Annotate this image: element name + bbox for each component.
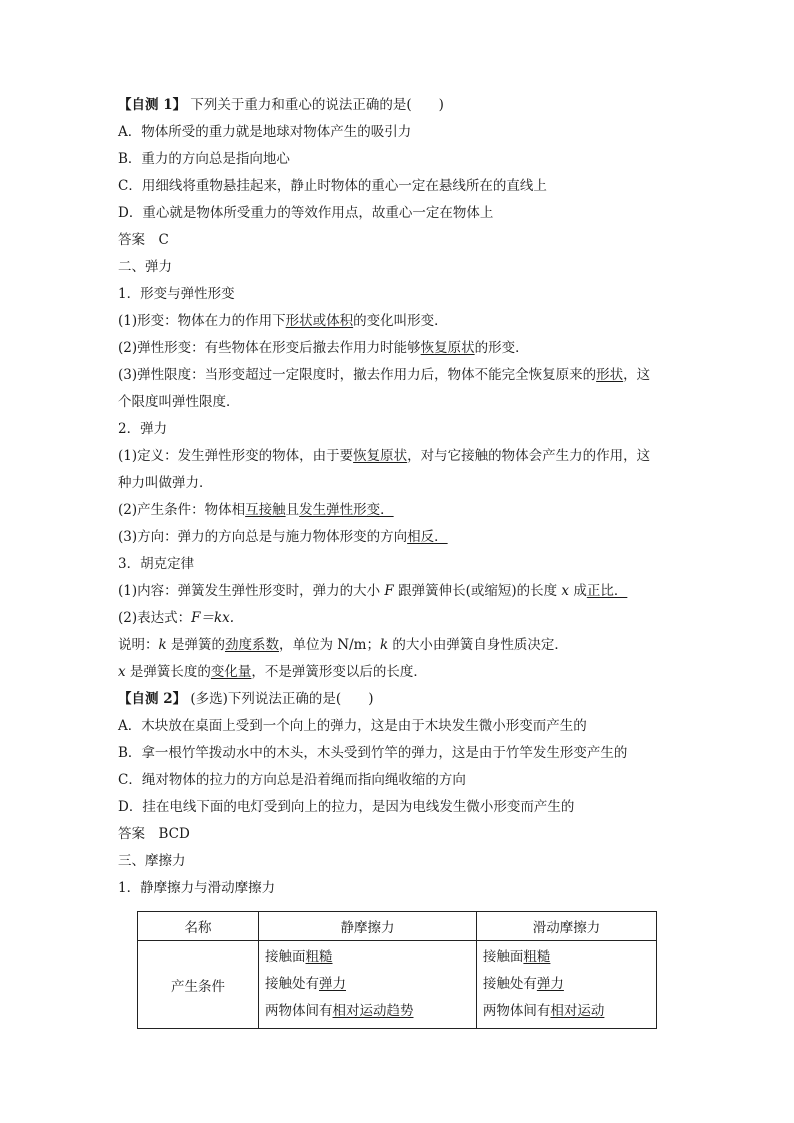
table-header-sliding-friction: 滑动摩擦力 xyxy=(476,912,656,941)
elastic-limit-continuation: 个限度叫弹性限度． xyxy=(118,394,240,410)
section-2-1-title: 1．形变与弹性形变 xyxy=(118,286,235,302)
friction-comparison-table xyxy=(137,911,657,1029)
blank-answer: 相反． xyxy=(407,529,448,545)
deformation-definition: (1)形变：物体在力的作用下形状或体积的变化叫形变． xyxy=(118,313,448,329)
section-2-title: 二、弹力 xyxy=(118,259,172,275)
table-row xyxy=(138,941,657,1029)
question-1-option-d: D．重心就是物体所受重力的等效作用点，故重心一定在物体上 xyxy=(118,205,494,221)
table-header-name: 名称 xyxy=(138,912,259,941)
question-1-stem xyxy=(118,96,444,114)
hookes-law-note-x: x 是弹簧长度的变化量，不是弹簧形变以后的长度． xyxy=(118,664,427,680)
elastic-force-definition-continuation: 种力叫做弹力． xyxy=(118,475,213,491)
condition-item: 两物体间有相对运动趋势 xyxy=(265,1003,414,1019)
blank-answer: 正比． xyxy=(586,583,628,599)
question-2-label: 【自测 2】 xyxy=(118,691,187,707)
blank-answer: 劲度系数 xyxy=(224,637,279,653)
blank-answer: 发生弹性形变． xyxy=(299,502,394,518)
condition-item: 接触面粗糙 xyxy=(482,949,551,965)
section-2-3-title: 3．胡克定律 xyxy=(118,556,195,572)
section-3-1-title: 1．静摩擦力与滑动摩擦力 xyxy=(118,880,276,896)
blank-answer: 恢复原状 xyxy=(420,340,475,356)
question-1-answer: 答案 C xyxy=(118,232,169,248)
elastic-force-conditions: (2)产生条件：物体相互接触且发生弹性形变． xyxy=(118,502,394,518)
question-1-option-a: A．物体所受的重力就是地球对物体产生的吸引力 xyxy=(118,124,412,140)
blank-answer: 形状或体积 xyxy=(285,313,354,329)
blank-answer: 互接触 xyxy=(245,502,286,518)
static-friction-conditions xyxy=(259,941,477,1029)
blank-answer: 恢复原状 xyxy=(353,448,408,464)
elastic-force-definition: (1)定义：发生弹性形变的物体，由于要恢复原状，对与它接触的物体会产生力的作用，这 xyxy=(118,448,651,464)
table-header-static-friction: 静摩擦力 xyxy=(259,912,477,941)
section-3-title: 三、摩擦力 xyxy=(118,853,186,869)
question-2-text: (多选)下列说法正确的是( ) xyxy=(190,691,374,707)
sliding-friction-conditions xyxy=(476,941,656,1029)
question-2-stem xyxy=(118,690,373,708)
table-header-row xyxy=(138,912,657,941)
condition-item: 接触处有弹力 xyxy=(482,976,564,992)
table-row-label: 产生条件 xyxy=(138,941,259,1029)
blank-answer: 变化量 xyxy=(210,664,252,680)
question-2-option-b: B．拿一根竹竿拨动水中的木头，木头受到竹竿的弹力，这是由于竹竿发生形变产生的 xyxy=(118,745,628,761)
elastic-deformation-definition: (2)弹性形变：有些物体在形变后撤去作用力时能够恢复原状的形变． xyxy=(118,340,529,356)
question-2-option-d: D．挂在电线下面的电灯受到向上的拉力，是因为电线发生微小形变而产生的 xyxy=(118,799,575,815)
question-2-option-c: C．绳对物体的拉力的方向总是沿着绳而指向绳收缩的方向 xyxy=(118,772,466,788)
condition-item: 两物体间有相对运动 xyxy=(482,1003,605,1019)
question-1-label: 【自测 1】 xyxy=(118,97,187,113)
elastic-force-direction: (3)方向：弹力的方向总是与施力物体形变的方向相反． xyxy=(118,529,448,545)
hookes-law-formula: (2)表达式：F＝kx. xyxy=(118,610,235,626)
blank-answer: 形状 xyxy=(596,367,624,383)
section-2-2-title: 2．弹力 xyxy=(118,421,168,437)
question-1-option-b: B．重力的方向总是指向地心 xyxy=(118,151,290,167)
question-2-answer: 答案 BCD xyxy=(118,826,190,842)
hookes-law-note-k: 说明：k 是弹簧的劲度系数，单位为 N/m；k 的大小由弹簧自身性质决定． xyxy=(118,637,568,653)
question-2-option-a: A．木块放在桌面上受到一个向上的弹力，这是由于木块发生微小形变而产生的 xyxy=(118,718,587,734)
condition-item: 接触处有弹力 xyxy=(265,976,346,992)
hookes-law-content: (1)内容：弹簧发生弹性形变时，弹力的大小 F 跟弹簧伸长(或缩短)的长度 x 成正比． xyxy=(118,583,628,599)
question-1-option-c: C．用细线将重物悬挂起来，静止时物体的重心一定在悬线所在的直线上 xyxy=(118,178,547,194)
question-1-text: 下列关于重力和重心的说法正确的是( ) xyxy=(190,97,444,113)
condition-item: 接触面粗糙 xyxy=(265,949,333,965)
elastic-limit-definition: (3)弹性限度：当形变超过一定限度时，撤去作用力后，物体不能完全恢复原来的形状，这 xyxy=(118,367,651,383)
